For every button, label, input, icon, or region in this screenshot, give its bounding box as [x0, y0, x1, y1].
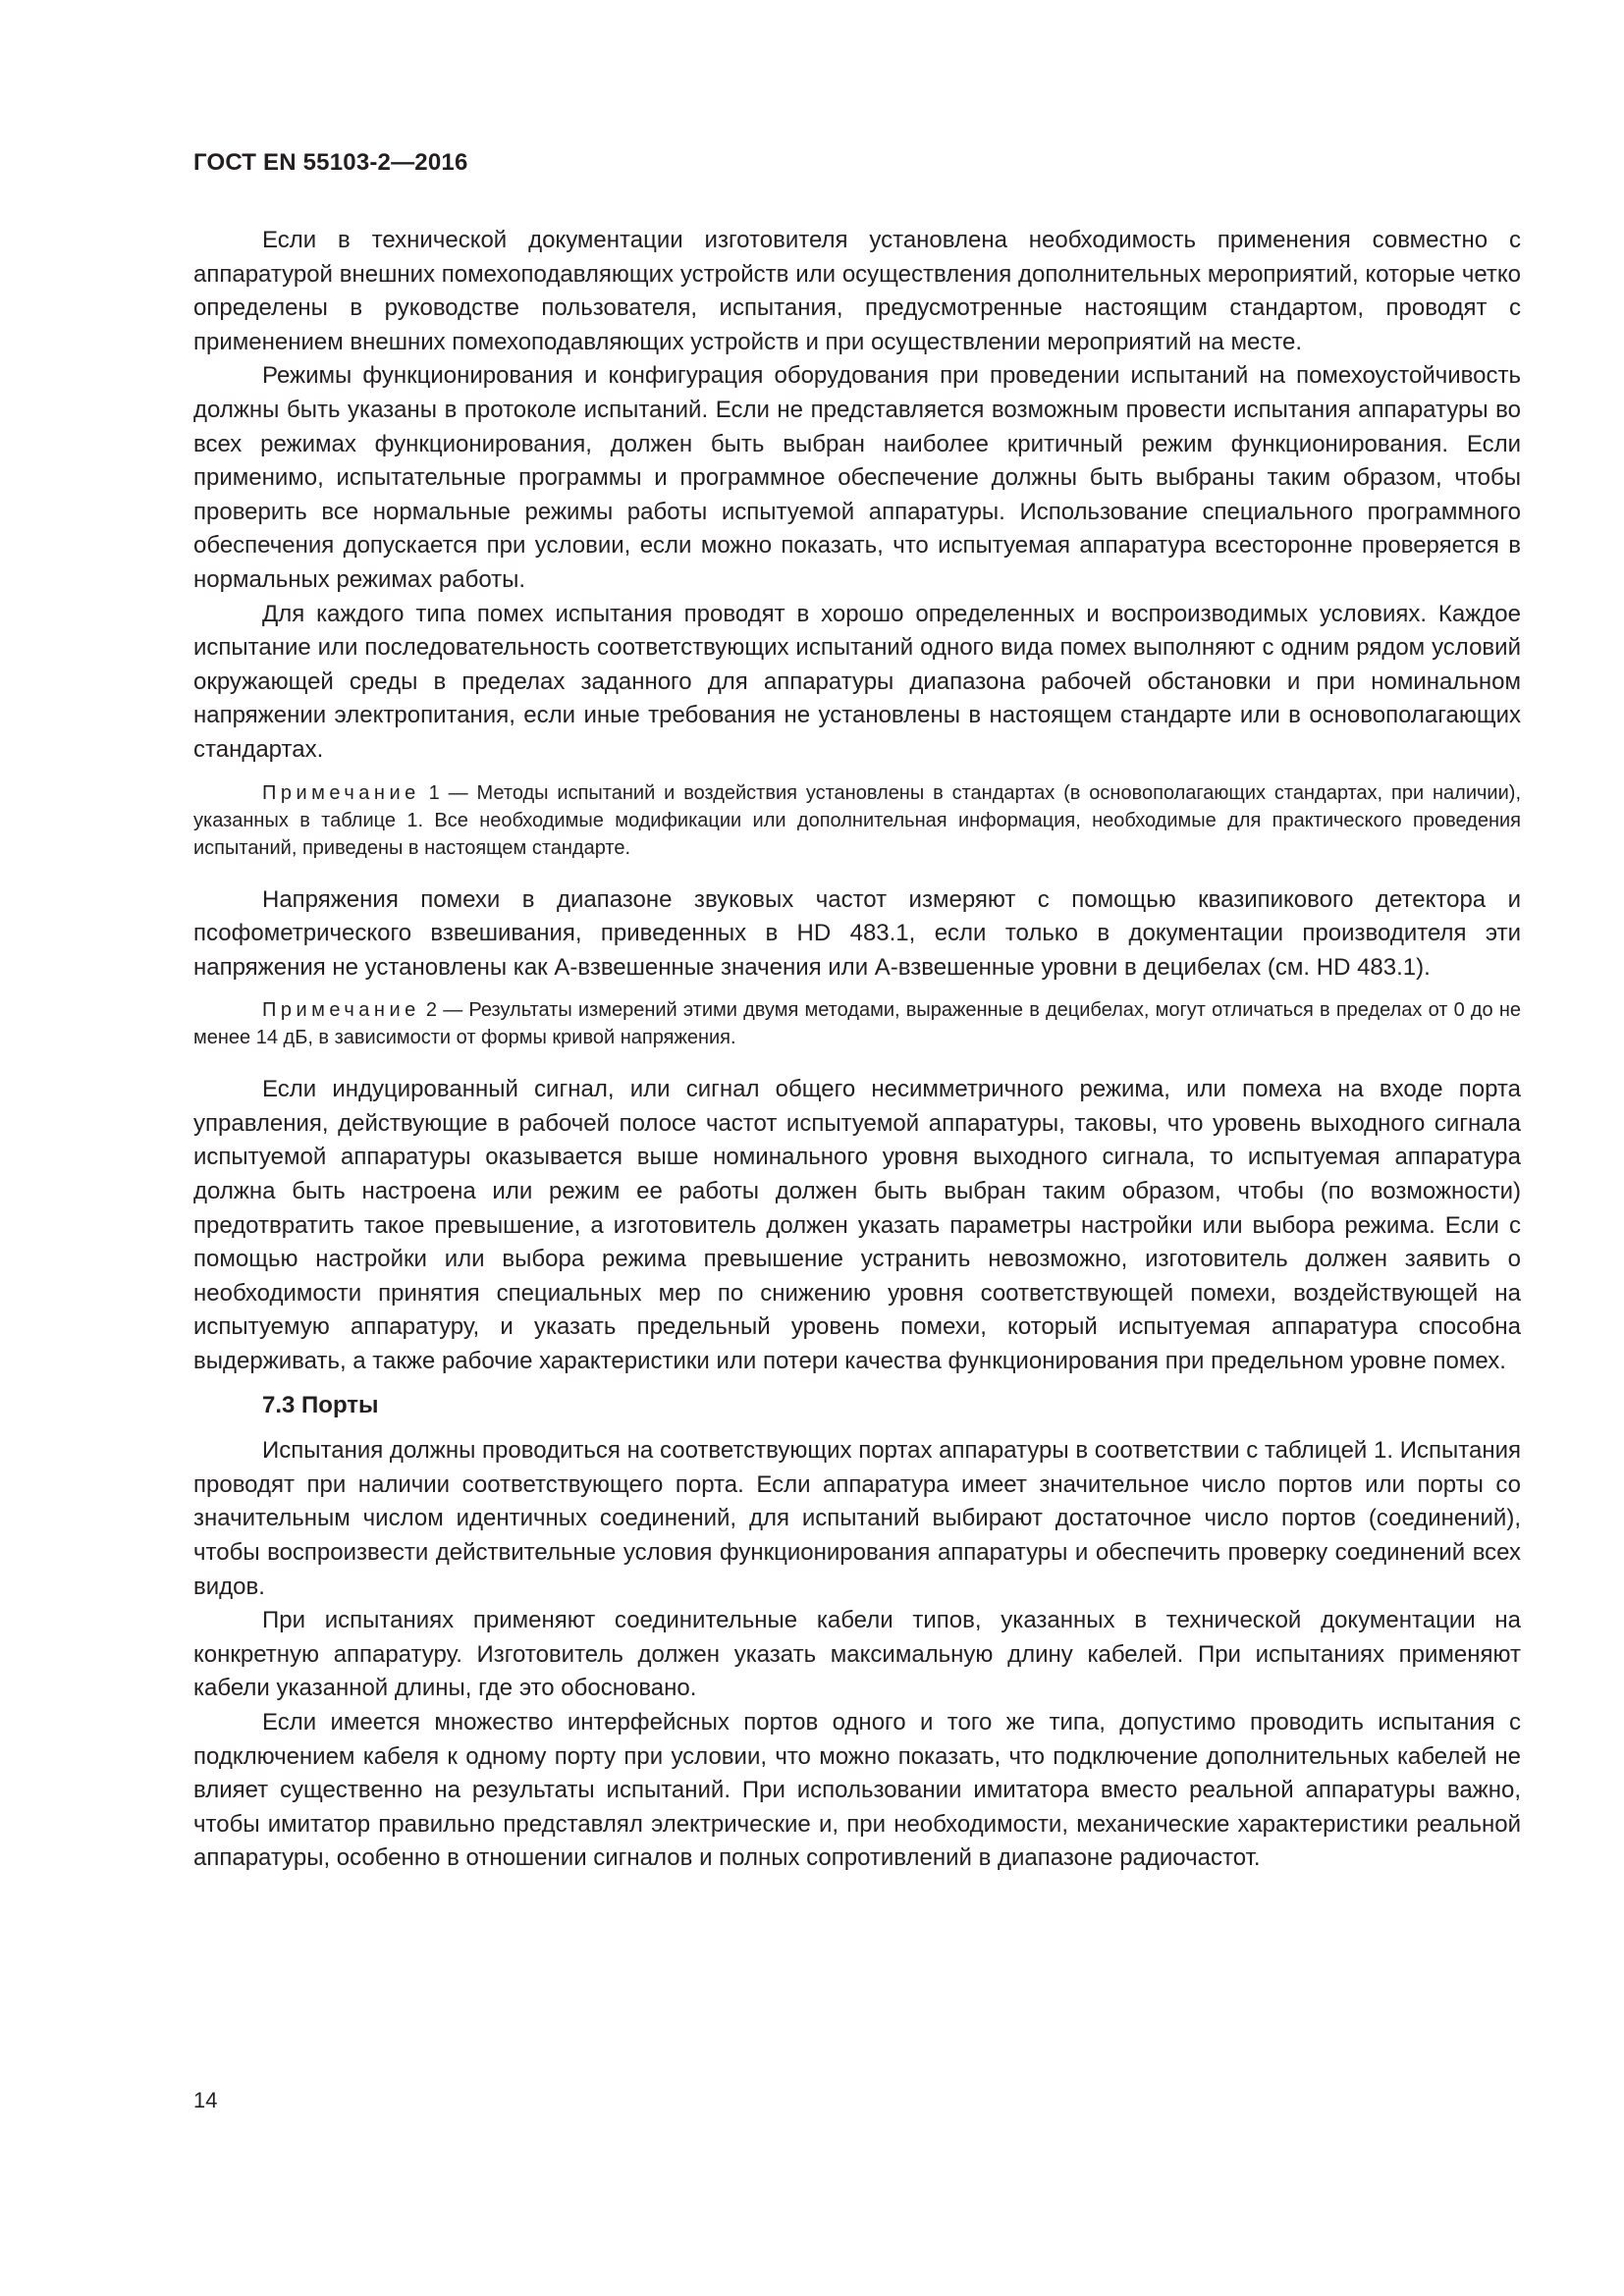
paragraph: Испытания должны проводиться на соответствующих портах аппаратуры в соответствии с таблицей 1. Испытания проводят при наличии соответствующего порта. Если аппаратура имеет значительное число портов или порты со значительным числом идентичных соединений, для испытаний выбирают достаточное число портов (соединений), чтобы воспроизвести действительные условия функционирования аппаратуры и обеспечить проверку соединений всех видов.: [193, 1437, 1521, 1600]
paragraph: Если имеется множество интерфейсных портов одного и того же типа, допустимо проводить испытания с подключением кабеля к одному порту при условии, что можно показать, что подключение дополнительных кабелей не влияет существенно на результаты испытаний. При использовании имитатора вместо реальной аппаратуры важно, чтобы имитатор правильно представлял электрические и, при необходимости, механические характеристики реальной аппаратуры, особенно в отношении сигналов и полных сопротивлений в диапазоне радиочастот.: [193, 1708, 1521, 1872]
paragraph: Напряжения помехи в диапазоне звуковых частот измеряют с помощью квазипикового детектора и псофометрического взвешивания, приведенных в HD 483.1, если только в документации производителя эти напряжения не установлены как А-взвешенные значения или А-взвешенные уровни в децибелах (см. HD 483.1).: [193, 885, 1521, 981]
paragraph: Если индуцированный сигнал, или сигнал общего несимметричного режима, или помеха на входе порта управления, действующие в рабочей полосе частот испытуемой аппаратуры, таковы, что уровень выходного сигнала испытуемой аппаратуры оказывается выше номинального уровня выходного сигнала, то испытуемая аппаратура должна быть настроена или режим ее работы должен быть выбран таким образом, чтобы (по возможности) предотвратить такое превышение, а изготовитель должен указать параметры настройки или выбора режима. Если с помощью настройки или выбора режима превышение устранить невозможно, изготовитель должен заявить о необходимости принятия специальных мер по снижению уровня соответствующей помехи, воздействующей на испытуемую аппаратуру, и указать предельный уровень помехи, который испытуемая аппаратура способна выдерживать, а также рабочие характеристики или потери качества функционирования при предельном уровне помех.: [193, 1076, 1521, 1375]
note-2: [193, 996, 1521, 1051]
paragraph: Если в технической документации изготовителя установлена необходимость применения совместно с аппаратурой внешних помехоподавляющих устройств или осуществления дополнительных мероприятий, которые четко определены в руководстве пользователя, испытания, предусмотренные настоящим стандартом, проводят с применением внешних помехоподавляющих устройств и при осуществлении мероприятий на месте.: [193, 227, 1521, 355]
note-1: [193, 779, 1521, 862]
note-label: Примечание: [262, 781, 420, 804]
document-header-title: ГОСТ EN 55103-2—2016: [193, 149, 468, 176]
note-label: Примечание: [262, 999, 420, 1022]
paragraph: Режимы функционирования и конфигурация оборудования при проведении испытаний на помехоустойчивость должны быть указаны в протоколе испытаний. Если не представляется возможным провести испытания аппаратуры во всех режимах функционирования, должен быть выбран наиболее критичный режим функционирования. Если применимо, испытательные программы и программное обеспечение должны быть выбраны таким образом, чтобы проверить все нормальные режимы работы испытуемой аппаратуры. Использование специального программного обеспечения допускается при условии, если можно показать, что испытуемая аппаратура всесторонне проверяется в нормальных режимах работы.: [193, 362, 1521, 593]
paragraph: Для каждого типа помех испытания проводят в хорошо определенных и воспроизводимых условиях. Каждое испытание или последовательность соответствующих испытаний одного вида помех выполняют с одним рядом условий окружающей среды в пределах заданного для аппаратуры диапазона рабочей обстановки и при номинальном напряжении электропитания, если иные требования не установлены в настоящем стандарте или в основополагающих стандартах.: [193, 600, 1521, 763]
paragraph: При испытаниях применяют соединительные кабели типов, указанных в технической документации на конкретную аппаратуру. Изготовитель должен указать максимальную длину кабелей. При испытаниях применяют кабели указанной длины, где это обосновано.: [193, 1607, 1521, 1702]
section-heading: 7.3 Порты: [262, 1391, 379, 1418]
document-body: [193, 224, 1521, 1876]
page-number: 14: [193, 2088, 218, 2112]
note-text: 1 — Методы испытаний и воздействия установлены в стандартах (в основополагающих стандартах, при наличии), указанных в таблице 1. Все необходимые модификации или дополнительная информация, необходимые для практического проведения испытаний, приведены в настоящем стандарте.: [193, 781, 1521, 859]
note-text: 2 — Результаты измерений этими двумя методами, выраженные в децибелах, могут отличаться в пределах от 0 до не менее 14 дБ, в зависимости от формы кривой напряжения.: [193, 999, 1521, 1049]
